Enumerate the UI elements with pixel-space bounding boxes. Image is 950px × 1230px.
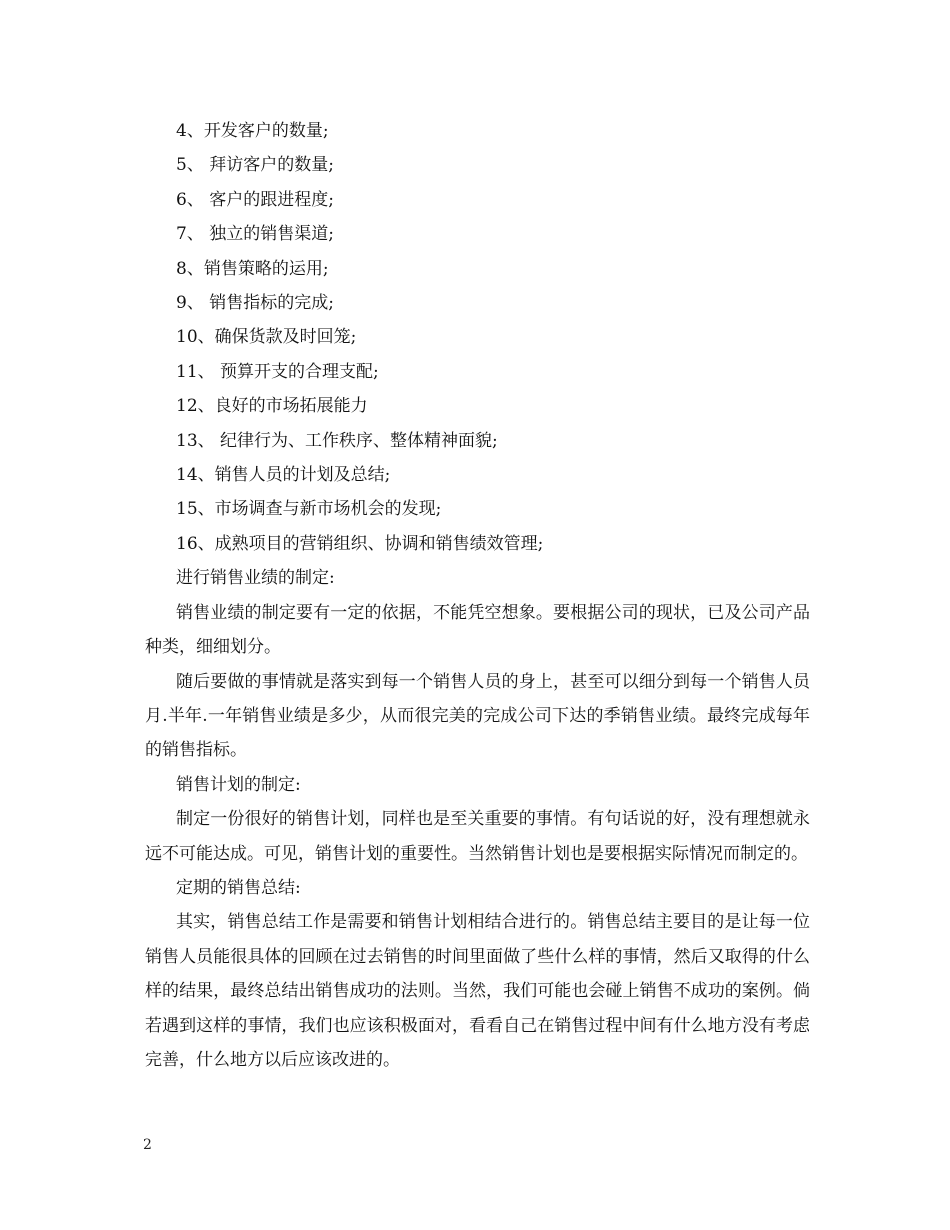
list-item-5: 5、 拜访客户的数量;	[176, 155, 334, 176]
list-item-12: 12、良好的市场拓展能力	[176, 396, 368, 417]
list-item-6: 6、 客户的跟进程度;	[176, 189, 334, 210]
paragraph-sales-performance-basis: 销售业绩的制定要有一定的依据，不能凭空想象。要根据公司的现状，已及公司产品种类，细细划分。	[145, 602, 810, 658]
list-item-7: 7、 独立的销售渠道;	[176, 224, 334, 245]
section-heading-sales-plan: 销售计划的制定:	[176, 774, 301, 795]
list-item-9: 9、 销售指标的完成;	[176, 293, 334, 314]
list-item-4: 4、开发客户的数量;	[176, 121, 329, 141]
list-item-15: 15、市场调查与新市场机会的发现;	[176, 499, 442, 520]
list-item-14: 14、销售人员的计划及总结;	[176, 465, 391, 486]
paragraph-sales-performance-breakdown: 随后要做的事情就是落实到每一个销售人员的身上，甚至可以细分到每一个销售人员月.半年.一年销售业绩是多少，从而很完美的完成公司下达的季销售业绩。最终完成每年的销售指标。	[145, 671, 810, 761]
list-item-13: 13、 纪律行为、工作秩序、整体精神面貌;	[176, 430, 498, 451]
document-body	[145, 114, 810, 1077]
list-item-11: 11、 预算开支的合理支配;	[176, 361, 379, 382]
list-item-8: 8、销售策略的运用;	[176, 258, 329, 279]
section-heading-sales-summary: 定期的销售总结:	[176, 877, 301, 898]
paragraph-sales-summary: 其实，销售总结工作是需要和销售计划相结合进行的。销售总结主要目的是让每一位销售人员能很具体的回顾在过去销售的时间里面做了些什么样的事情，然后又取得的什么样的结果，最终总结出销售成功的法则。当然，我们可能也会碰上销售不成功的案例。倘若遇到这样的事情，我们也应该积极面对，看看自己在销售过程中间有什么地方没有考虑完善，什么地方以后应该改进的。	[145, 912, 810, 1070]
paragraph-sales-plan: 制定一份很好的销售计划，同样也是至关重要的事情。有句话说的好，没有理想就永远不可能达成。可见，销售计划的重要性。当然销售计划也是要根据实际情况而制定的。	[145, 809, 810, 864]
list-item-16: 16、成熟项目的营销组织、协调和销售绩效管理;	[176, 533, 544, 554]
page-number: 2	[143, 1137, 152, 1153]
section-heading-sales-performance: 进行销售业绩的制定:	[176, 568, 335, 589]
list-item-10: 10、确保货款及时回笼;	[176, 327, 357, 348]
